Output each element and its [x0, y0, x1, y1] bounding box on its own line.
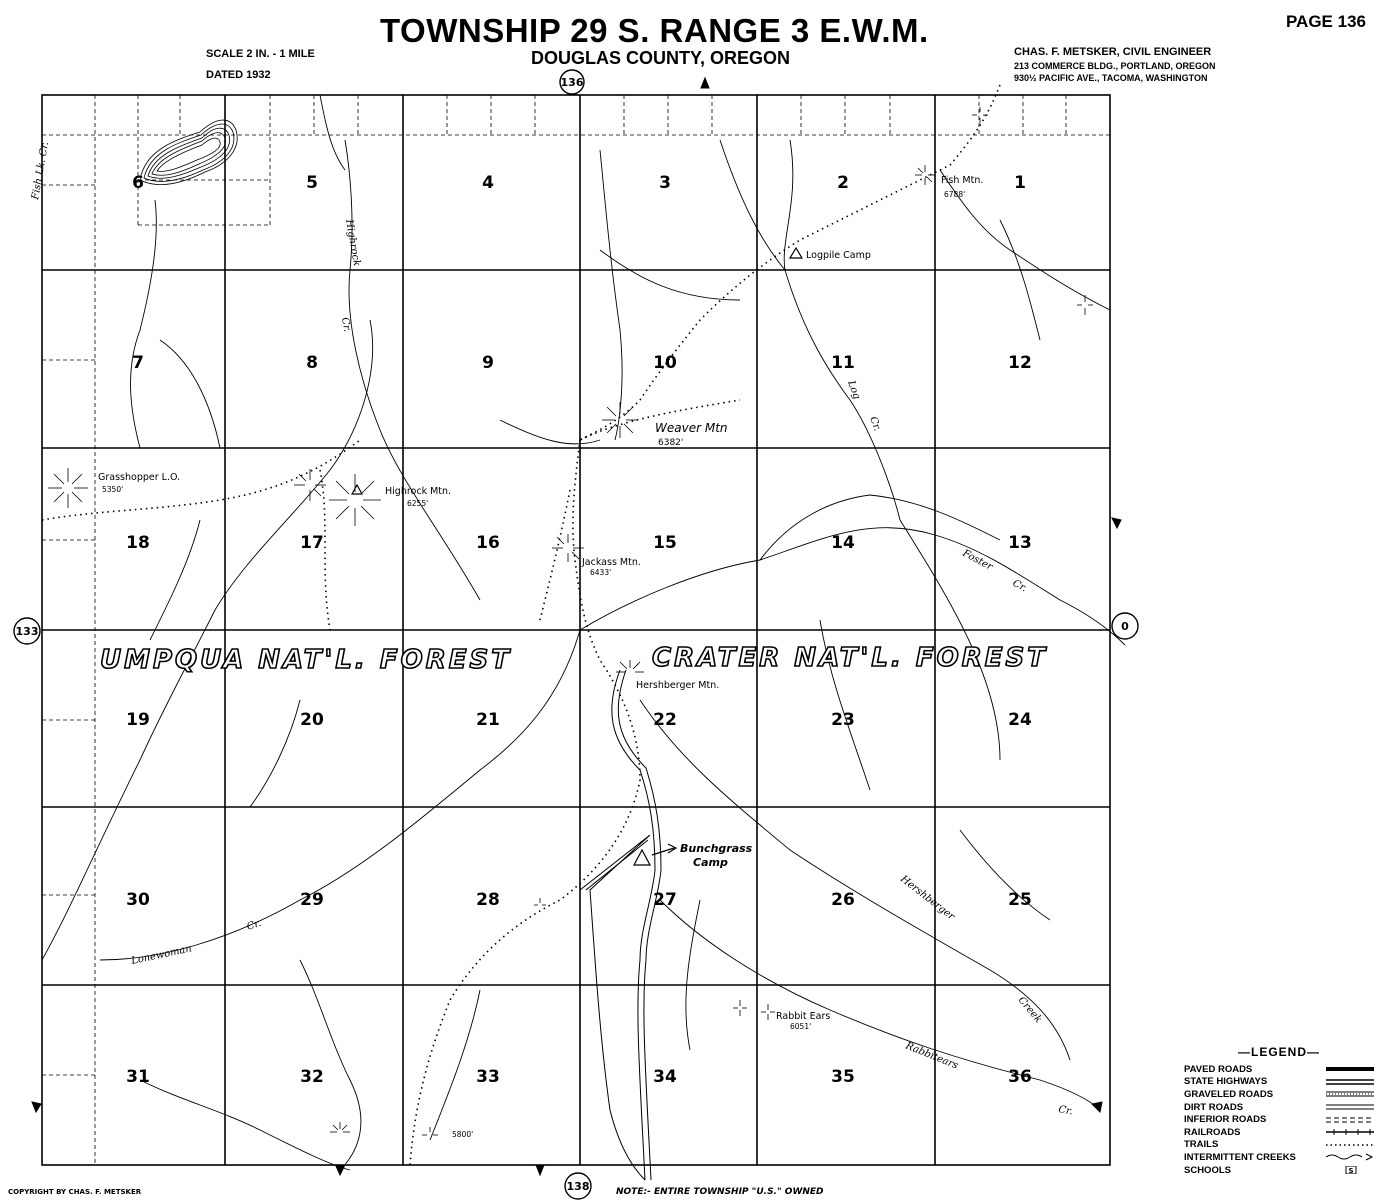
label-grasshopper-lo: Grasshopper L.O. — [98, 472, 181, 483]
label-bunchgrass-camp: Camp — [693, 856, 728, 869]
section-number-16: 16 — [476, 533, 500, 553]
elev-fish-mtn: 6788' — [944, 190, 966, 199]
legend-trails: TRAILS — [1184, 1139, 1374, 1152]
section-number-1: 1 — [1014, 173, 1026, 193]
label-highrock-cr-suffix: Cr. — [339, 316, 353, 333]
forest-label-umpqua: UMPQUA NAT'L. FOREST — [100, 645, 512, 675]
section-number-8: 8 — [306, 353, 318, 373]
map-legend — [1184, 1045, 1374, 1176]
legend-trail-symbol — [1326, 1141, 1374, 1149]
label-weaver-mtn: Weaver Mtn — [655, 421, 728, 435]
section-number-23: 23 — [831, 710, 855, 730]
legend-schools: SCHOOLS S — [1184, 1164, 1374, 1177]
section-number-17: 17 — [300, 533, 324, 553]
section-number-9: 9 — [482, 353, 494, 373]
copyright-text: COPYRIGHT BY CHAS. F. METSKER — [8, 1188, 142, 1196]
label-rabbitears-cr: Rabbitears — [903, 1040, 960, 1072]
section-number-3: 3 — [659, 173, 671, 193]
legend-state-highways: STATE HIGHWAYS — [1184, 1076, 1374, 1089]
bunchgrass-camp-icon — [634, 850, 650, 865]
section-number-34: 34 — [653, 1067, 677, 1087]
mountain-hachures — [48, 107, 1093, 1135]
section-number-19: 19 — [126, 710, 150, 730]
legend-intermittent-creeks: INTERMITTENT CREEKS — [1184, 1151, 1374, 1164]
logpile-camp-icon — [790, 248, 802, 258]
label-fish-lk-cr: Fish Lk. Cr. — [30, 141, 52, 201]
address-tacoma: 930½ PACIFIC AVE., TACOMA, WASHINGTON — [1014, 73, 1208, 83]
label-bunchgrass: Bunchgrass — [680, 842, 753, 855]
engineer-credit: CHAS. F. METSKER, CIVIL ENGINEER — [1014, 46, 1212, 58]
section-grid — [42, 95, 1110, 1165]
legend-paved-roads: PAVED ROADS — [1184, 1063, 1374, 1076]
label-rabbit-ears: Rabbit Ears — [776, 1011, 831, 1022]
highway-marker-right: 0 — [1121, 620, 1129, 633]
elev-rabbit-ears: 6051' — [790, 1022, 812, 1031]
section-number-21: 21 — [476, 710, 500, 730]
legend-school-symbol — [1326, 1166, 1374, 1174]
dated-text: DATED 1932 — [206, 69, 271, 81]
highway-markers — [14, 70, 1138, 1199]
section-number-18: 18 — [126, 533, 150, 553]
label-log-cr: Log — [845, 379, 863, 401]
forest-label-crater: CRATER NAT'L. FOREST — [652, 643, 1048, 673]
section-number-36: 36 — [1008, 1067, 1032, 1087]
county-subtitle: DOUGLAS COUNTY, OREGON — [531, 48, 791, 68]
legend-paved-symbol — [1326, 1065, 1374, 1073]
elev-jackass: 6433' — [590, 568, 612, 577]
section-number-11: 11 — [831, 353, 855, 373]
section-number-30: 30 — [126, 890, 150, 910]
legend-railroads: RAILROADS — [1184, 1126, 1374, 1139]
legend-railroad-symbol — [1326, 1128, 1374, 1136]
legend-graveled-symbol — [1326, 1090, 1374, 1098]
section-number-4: 4 — [482, 173, 494, 193]
section-number-31: 31 — [126, 1067, 150, 1087]
section-number-25: 25 — [1008, 890, 1032, 910]
section-number-20: 20 — [300, 710, 324, 730]
section-number-35: 35 — [831, 1067, 855, 1087]
legend-creek-symbol — [1326, 1153, 1374, 1161]
elev-peak-5800: 5800' — [452, 1130, 474, 1139]
elev-highrock: 6255' — [407, 499, 429, 508]
address-portland: 213 COMMERCE BLDG., PORTLAND, OREGON — [1014, 61, 1216, 71]
label-foster-cr-suffix: Cr. — [1010, 577, 1029, 595]
label-lonewoman-cr-suffix: Cr. — [245, 917, 263, 933]
label-creek: Creek — [1015, 994, 1044, 1026]
label-foster-cr: Foster — [960, 547, 995, 573]
legend-dirt-roads: DIRT ROADS — [1184, 1101, 1374, 1114]
highway-marker-bottom: 138 — [566, 1180, 590, 1193]
section-number-24: 24 — [1008, 710, 1032, 730]
label-lonewoman-cr: Lonewoman — [130, 943, 193, 967]
map-title: TOWNSHIP 29 S. RANGE 3 E.W.M. — [380, 12, 929, 49]
label-hershberger-mtn: Hershberger Mtn. — [636, 680, 720, 691]
section-number-27: 27 — [653, 890, 677, 910]
section-number-2: 2 — [837, 173, 849, 193]
roads — [580, 670, 661, 1180]
page-number: PAGE 136 — [1285, 12, 1366, 31]
scale-text: SCALE 2 IN. - 1 MILE — [206, 48, 315, 60]
section-number-14: 14 — [831, 533, 855, 553]
legend-inferior-roads: INFERIOR ROADS — [1184, 1113, 1374, 1126]
section-number-32: 32 — [300, 1067, 324, 1087]
highway-marker-top: 136 — [560, 76, 584, 89]
legend-dirt-symbol — [1326, 1103, 1374, 1111]
highway-marker-left: 133 — [15, 625, 39, 638]
section-number-12: 12 — [1008, 353, 1032, 373]
section-number-22: 22 — [653, 710, 677, 730]
section-number-28: 28 — [476, 890, 500, 910]
label-log-cr-suffix: Cr. — [867, 415, 883, 433]
svg-text:S: S — [1348, 1167, 1354, 1175]
legend-title: —LEGEND— — [1237, 1045, 1320, 1059]
label-fish-mtn: Fish Mtn. — [941, 175, 984, 186]
label-highrock-cr: Highrock — [343, 218, 363, 268]
section-number-5: 5 — [306, 173, 318, 193]
label-hershberger-cr: Hershberger — [898, 873, 957, 923]
legend-inferior-symbol — [1326, 1116, 1374, 1124]
section-number-26: 26 — [831, 890, 855, 910]
ownership-note: NOTE:- ENTIRE TOWNSHIP "U.S." OWNED — [616, 1187, 824, 1197]
section-number-6: 6 — [132, 173, 144, 193]
label-jackass-mtn: Jackass Mtn. — [582, 557, 641, 568]
section-number-33: 33 — [476, 1067, 500, 1087]
highrock-lookout-icon — [352, 485, 362, 494]
legend-highway-symbol — [1326, 1078, 1374, 1086]
legend-graveled-roads: GRAVELED ROADS — [1184, 1088, 1374, 1101]
section-number-10: 10 — [653, 353, 677, 373]
trails — [42, 85, 1000, 1165]
label-rabbitears-cr-suffix: Cr. — [1057, 1104, 1074, 1118]
section-number-7: 7 — [132, 353, 144, 373]
label-highrock-mtn: Highrock Mtn. — [385, 486, 452, 497]
edge-arrows — [32, 78, 1121, 1175]
section-number-29: 29 — [300, 890, 324, 910]
section-number-13: 13 — [1008, 533, 1032, 553]
label-logpile-camp: Logpile Camp — [806, 250, 871, 261]
elev-grasshopper: 5350' — [102, 485, 124, 494]
section-number-15: 15 — [653, 533, 677, 553]
streams — [42, 95, 1125, 1170]
elev-weaver-mtn: 6382' — [658, 438, 684, 448]
lake-contours — [140, 120, 237, 185]
